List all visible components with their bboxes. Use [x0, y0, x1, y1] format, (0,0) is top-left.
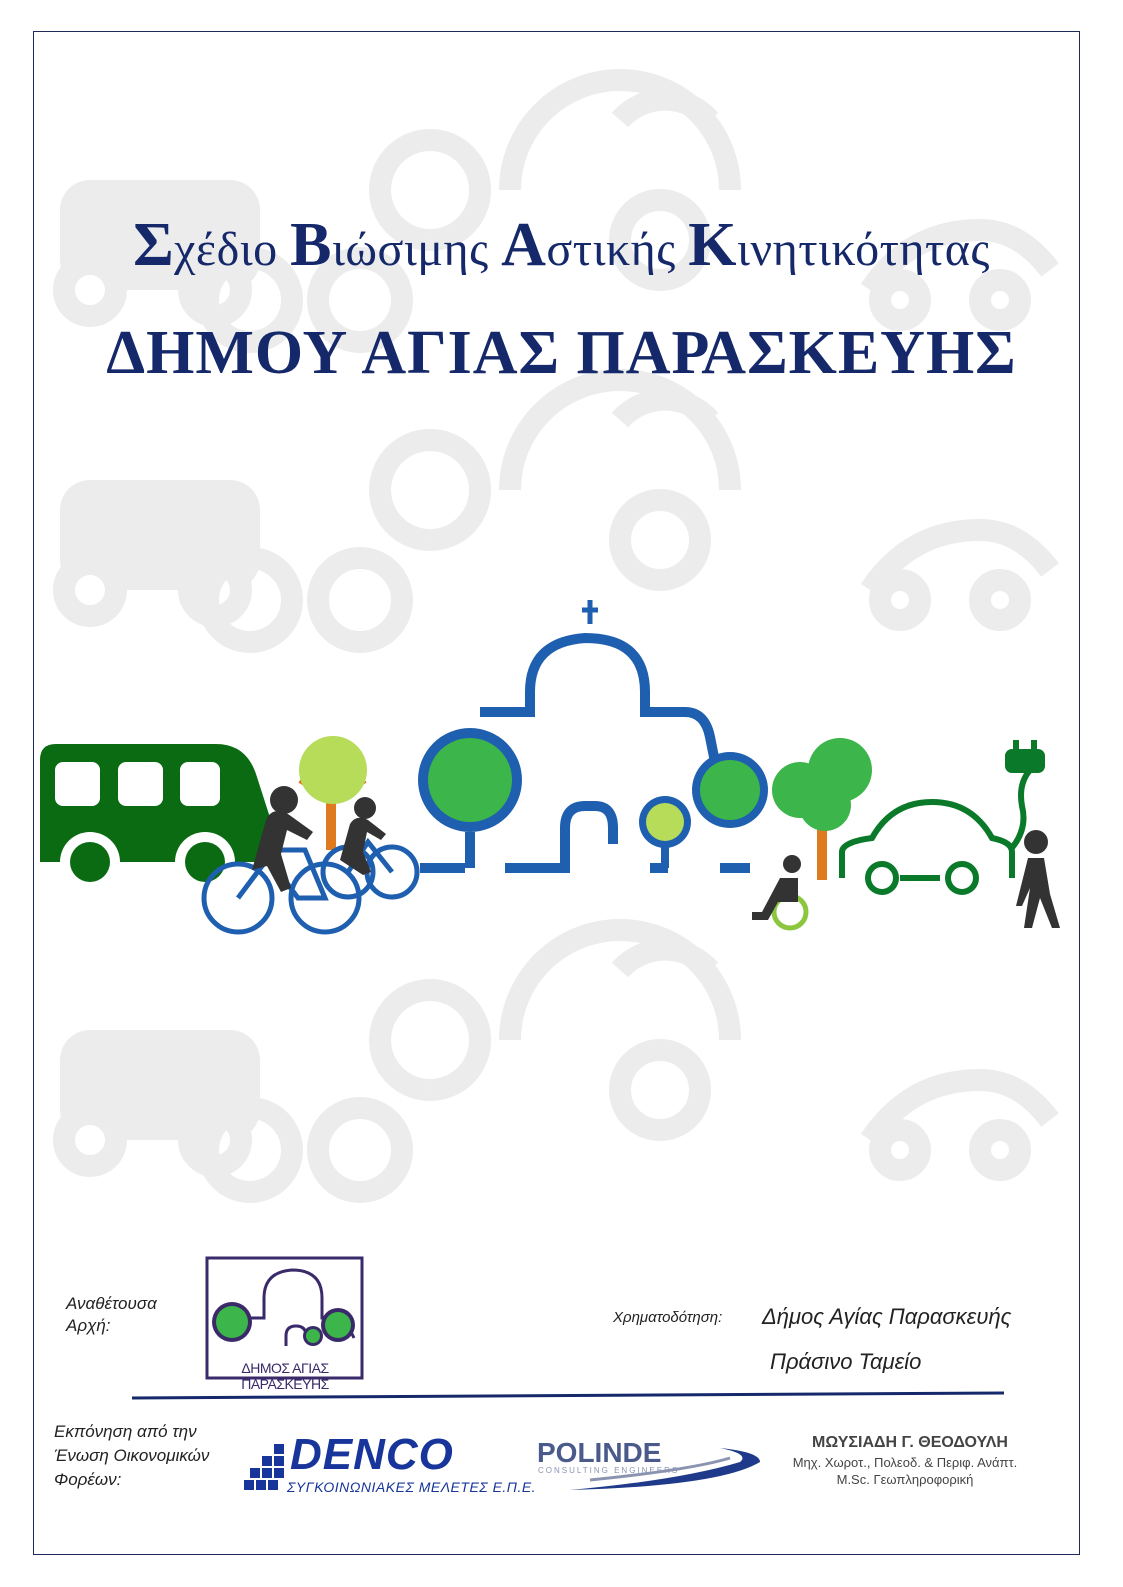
prepared-by-label: Εκπόνηση από την Ένωση Οικονομικών Φορέων:: [54, 1422, 210, 1489]
funding-source-1: Δήμος Αγίας Παρασκευής: [762, 1304, 1012, 1329]
title-line-2: ΔΗΜΟΥ ΑΓΙΑΣ ΠΑΡΑΣΚΕΥΗΣ: [106, 319, 1017, 387]
funding-label: Χρηματοδότηση:: [613, 1309, 723, 1326]
title-cap-3: Α: [501, 211, 547, 279]
polinde-subtitle: CONSULTING ENGINEERS: [538, 1466, 680, 1475]
title-cap-2: Β: [290, 211, 332, 279]
title-cap-4: Κ: [688, 211, 738, 279]
engineer-specialty: Μηχ. Χωροτ., Πολεοδ. & Περιφ. Ανάπτ.: [792, 1455, 1018, 1470]
title-word-1: χέδιο: [174, 223, 291, 276]
engineer-name: ΜΩΥΣΙΑΔΗ Γ. ΘΕΟΔΟΥΛΗ: [812, 1434, 1008, 1451]
title-word-4: ινητικότητας: [737, 223, 990, 276]
denco-logo-text: DENCO: [290, 1430, 454, 1479]
municipality-logo-text: ΔΗΜΟΣ ΑΓΙΑΣ ΠΑΡΑΣΚΕΥΗΣ: [241, 1360, 329, 1392]
authority-label: Αναθέτουσα Αρχή:: [66, 1294, 157, 1335]
funding-source-2: Πράσινο Ταμείο: [770, 1349, 922, 1374]
engineer-degree: M.Sc. Γεωπληροφορική: [836, 1472, 974, 1487]
polinde-logo-text: POLINDE: [537, 1437, 662, 1468]
title-cap-1: Σ: [133, 211, 175, 279]
title-word-2: ιώσιμης: [331, 223, 502, 276]
title-word-3: στικής: [546, 223, 689, 276]
denco-subtitle: ΣΥΓΚΟΙΝΩΝΙΑΚΕΣ ΜΕΛΕΤΕΣ Ε.Π.Ε.: [287, 1479, 537, 1495]
